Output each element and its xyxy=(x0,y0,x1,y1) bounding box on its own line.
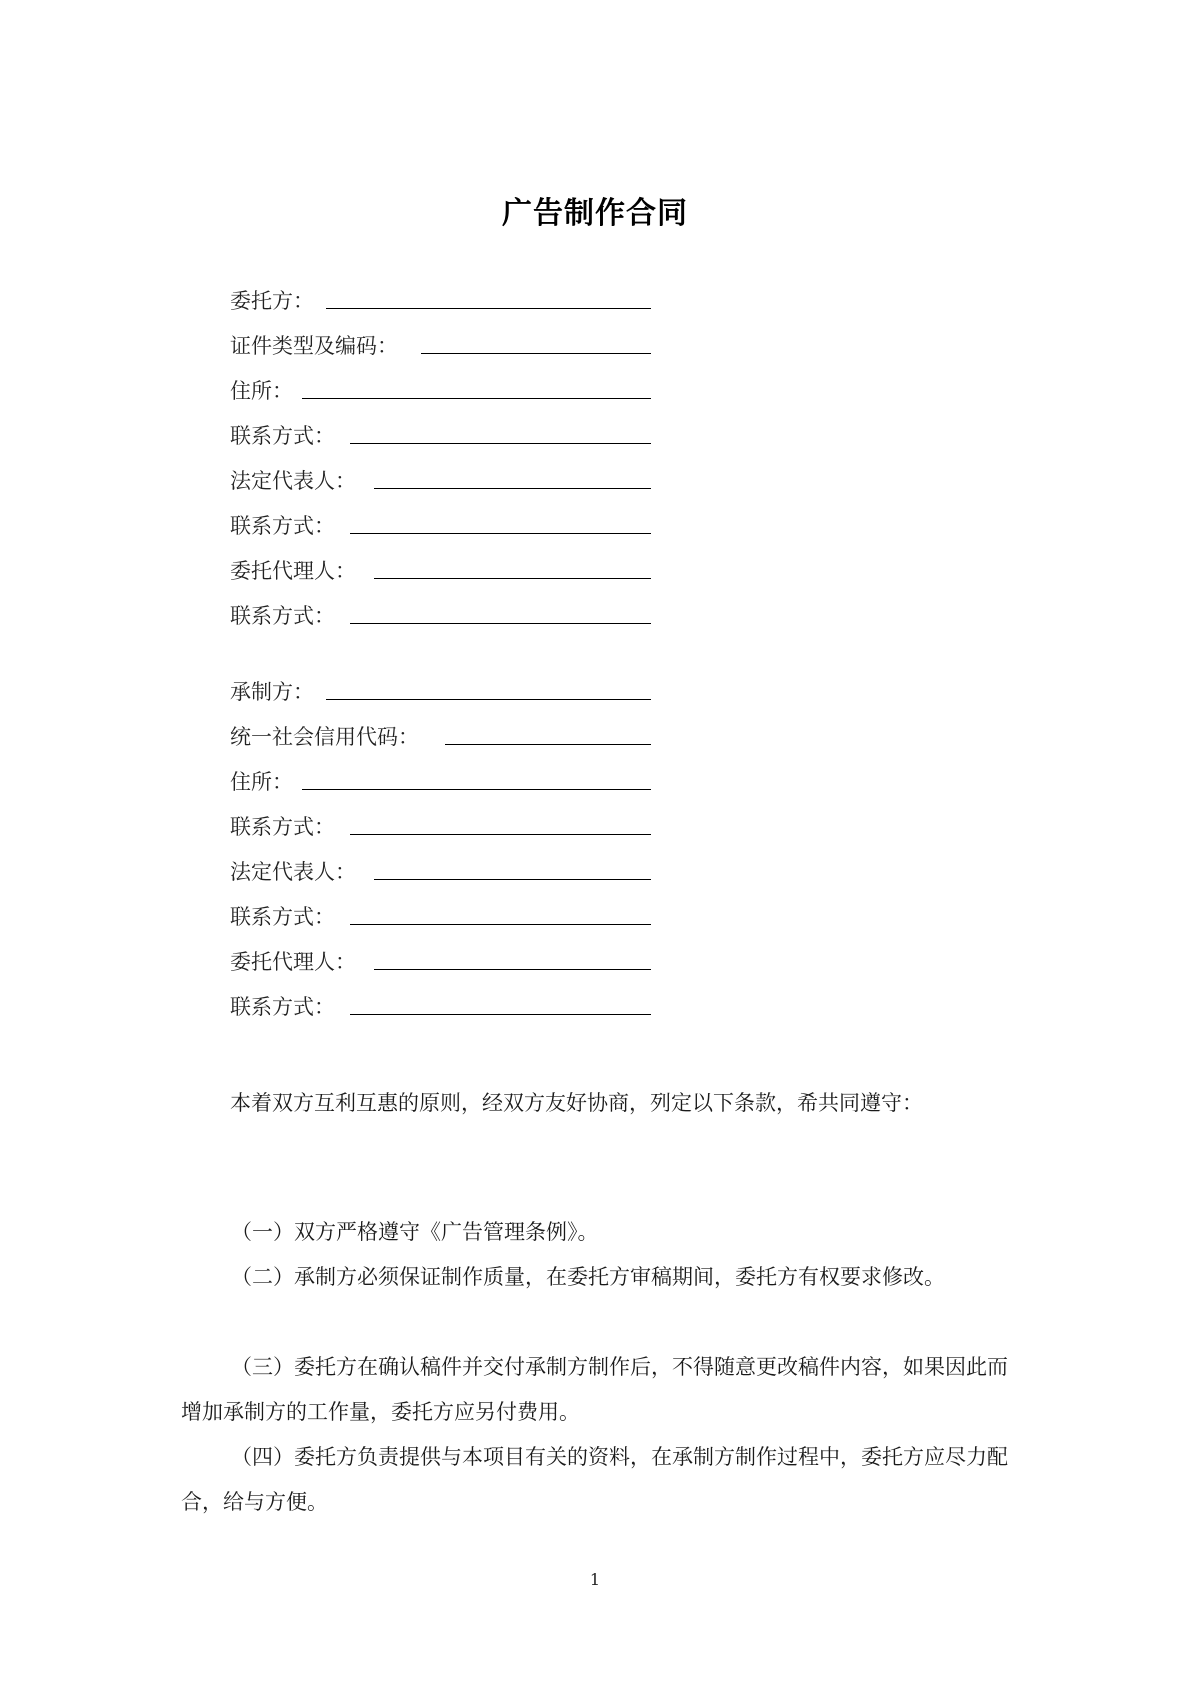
field-label: 法定代表人： xyxy=(230,469,356,493)
fill-in-blank-line[interactable] xyxy=(350,623,651,624)
fill-in-blank-line[interactable] xyxy=(445,744,651,745)
clause-2 xyxy=(181,1255,1017,1300)
page-number: 1 xyxy=(589,1570,601,1589)
party_b-field-row xyxy=(230,763,651,797)
field-label: 法定代表人： xyxy=(230,860,356,884)
fill-in-blank-line[interactable] xyxy=(421,353,651,354)
field-label: 证件类型及编码： xyxy=(230,334,398,358)
fill-in-blank-line[interactable] xyxy=(350,924,651,925)
fill-in-blank-line[interactable] xyxy=(302,398,651,399)
party_b-field-row xyxy=(230,988,651,1022)
field-label: 联系方式： xyxy=(230,424,335,448)
field-label: 承制方： xyxy=(230,680,314,704)
fill-in-blank-line[interactable] xyxy=(302,789,651,790)
field-label: 联系方式： xyxy=(230,905,335,929)
fill-in-blank-line[interactable] xyxy=(350,533,651,534)
clause-4-text: （四）委托方负责提供与本项目有关的资料，在承制方制作过程中，委托方应尽力配合，给与方便。 xyxy=(181,1445,1008,1514)
party_a-field-row xyxy=(230,417,651,451)
party_b-field-row xyxy=(230,673,651,707)
clause-1 xyxy=(181,1210,1017,1255)
field-label: 住所： xyxy=(230,770,293,794)
field-label: 联系方式： xyxy=(230,604,335,628)
party_b-field-row xyxy=(230,853,651,887)
party_a-field-row xyxy=(230,507,651,541)
party_b-field-row xyxy=(230,898,651,932)
fill-in-blank-line[interactable] xyxy=(374,488,651,489)
field-label: 住所： xyxy=(230,379,293,403)
party_a-field-row xyxy=(230,372,651,406)
field-label: 委托代理人： xyxy=(230,559,356,583)
clause-3-text: （三）委托方在确认稿件并交付承制方制作后，不得随意更改稿件内容，如果因此而增加承制方的工作量，委托方应另付费用。 xyxy=(181,1355,1008,1424)
clause-1-text: （一）双方严格遵守《广告管理条例》。 xyxy=(231,1220,599,1244)
party_a-field-row xyxy=(230,552,651,586)
fill-in-blank-line[interactable] xyxy=(350,443,651,444)
party_b-field-row xyxy=(230,718,651,752)
fill-in-blank-line[interactable] xyxy=(374,578,651,579)
field-label: 联系方式： xyxy=(230,815,335,839)
field-label: 委托方： xyxy=(230,289,314,313)
field-label: 联系方式： xyxy=(230,514,335,538)
fill-in-blank-line[interactable] xyxy=(374,879,651,880)
clause-3 xyxy=(181,1345,1017,1435)
fill-in-blank-line[interactable] xyxy=(350,1014,651,1015)
fill-in-blank-line[interactable] xyxy=(374,969,651,970)
document-title: 广告制作合同 xyxy=(502,196,688,231)
field-label: 委托代理人： xyxy=(230,950,356,974)
fill-in-blank-line[interactable] xyxy=(350,834,651,835)
clause-4 xyxy=(181,1435,1017,1525)
party_a-field-row xyxy=(230,282,651,316)
party_b-field-row xyxy=(230,808,651,842)
field-label: 联系方式： xyxy=(230,995,335,1019)
party_b-field-row xyxy=(230,943,651,977)
party_a-field-row xyxy=(230,327,651,361)
party_a-field-row xyxy=(230,597,651,631)
party_a-field-row xyxy=(230,462,651,496)
clause-2-text: （二）承制方必须保证制作质量，在委托方审稿期间，委托方有权要求修改。 xyxy=(231,1265,945,1289)
fill-in-blank-line[interactable] xyxy=(326,699,651,700)
field-label: 统一社会信用代码： xyxy=(230,725,419,749)
fill-in-blank-line[interactable] xyxy=(326,308,651,309)
intro-paragraph: 本着双方互利互惠的原则，经双方友好协商，列定以下条款，希共同遵守： xyxy=(230,1091,923,1115)
